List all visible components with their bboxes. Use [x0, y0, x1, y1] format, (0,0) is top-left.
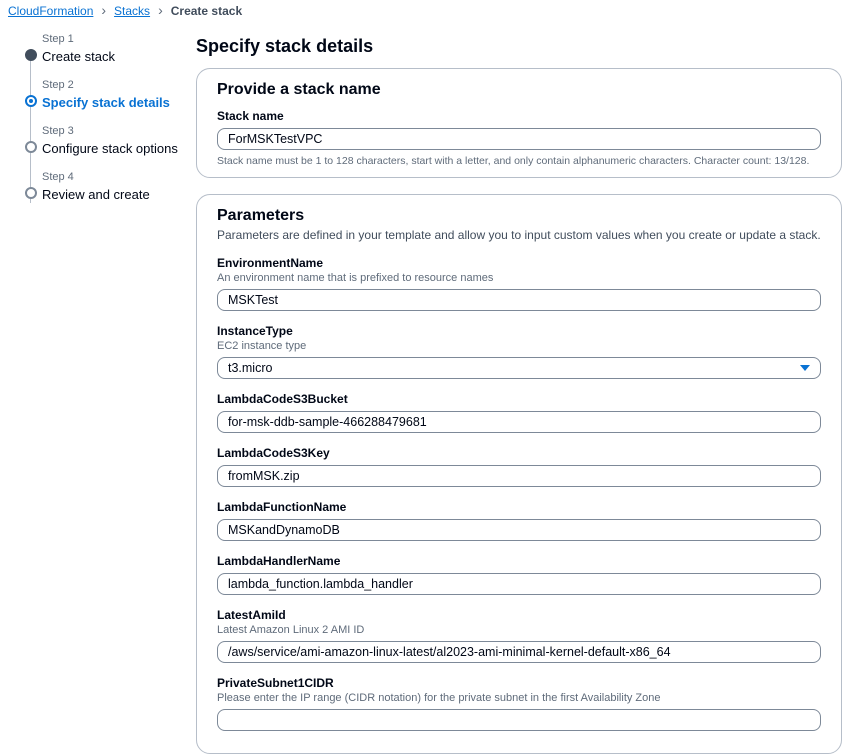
param-label: LatestAmiId: [217, 608, 286, 622]
step-completed-indicator-icon: [25, 49, 37, 61]
param-help-text: Please enter the IP range (CIDR notation) for the private subnet in the first Availability Zone: [217, 692, 661, 704]
stack-name-constraint-text: Stack name must be 1 to 128 characters, start with a letter, and only contain alphanumeric characters. Character count: 13/128.: [217, 155, 810, 167]
step-active-indicator-icon: [25, 95, 37, 107]
step-number: Step 2: [42, 79, 74, 91]
param-label: EnvironmentName: [217, 256, 324, 270]
param-select-value: t3.micro: [228, 361, 273, 375]
param-label: LambdaCodeS3Key: [217, 446, 330, 460]
param-field-lambdacodes3key: [217, 446, 821, 487]
breadcrumb: [8, 4, 242, 18]
param-field-environmentname: [217, 256, 821, 311]
step-number: Step 1: [42, 33, 74, 45]
param-input-privatesubnet1cidr[interactable]: [217, 709, 821, 731]
param-field-lambdacodes3bucket: [217, 392, 821, 433]
breadcrumb-link-cloudformation[interactable]: CloudFormation: [8, 4, 94, 18]
param-help-text: Latest Amazon Linux 2 AMI ID: [217, 624, 365, 636]
step-item-configure-stack-options: [25, 125, 190, 158]
param-help-text: EC2 instance type: [217, 340, 307, 352]
step-number: Step 4: [42, 171, 74, 183]
param-label: PrivateSubnet1CIDR: [217, 676, 334, 690]
param-input-lambdacodes3key[interactable]: [217, 465, 821, 487]
step-item-create-stack: [25, 33, 190, 66]
breadcrumb-separator-icon: ›: [101, 2, 107, 18]
param-input-environmentname[interactable]: [217, 289, 821, 311]
breadcrumb-current-page: Create stack: [170, 4, 243, 18]
param-label: LambdaHandlerName: [217, 554, 341, 568]
chevron-down-icon: [800, 365, 810, 371]
step-upcoming-indicator-icon: [25, 141, 37, 153]
step-item-specify-stack-details: [25, 79, 190, 112]
param-field-lambdafunctionname: [217, 500, 821, 541]
step-link-specify-stack-details[interactable]: Specify stack details: [42, 95, 170, 110]
param-input-lambdahandlername[interactable]: [217, 573, 821, 595]
stack-name-label: Stack name: [217, 109, 284, 123]
step-link-create-stack[interactable]: Create stack: [42, 49, 115, 64]
param-field-latestamiid: [217, 608, 821, 663]
step-item-review-and-create: [25, 171, 190, 204]
stack-name-input[interactable]: [217, 128, 821, 150]
step-upcoming-indicator-icon: [25, 187, 37, 199]
param-label: LambdaFunctionName: [217, 500, 347, 514]
param-help-text: An environment name that is prefixed to resource names: [217, 272, 494, 284]
breadcrumb-link-stacks[interactable]: Stacks: [114, 4, 151, 18]
param-label: InstanceType: [217, 324, 293, 338]
parameters-card-title: Parameters: [217, 207, 305, 224]
stack-name-card: [196, 68, 842, 178]
param-field-instancetype: [217, 324, 821, 379]
step-link-review-and-create[interactable]: Review and create: [42, 187, 150, 202]
breadcrumb-separator-icon: ›: [158, 2, 163, 18]
wizard-steps-nav: [25, 33, 190, 217]
param-input-lambdacodes3bucket[interactable]: [217, 411, 821, 433]
stack-name-card-title: Provide a stack name: [217, 81, 381, 98]
parameters-card: [196, 194, 842, 754]
step-link-configure-stack-options[interactable]: Configure stack options: [42, 141, 178, 156]
param-field-lambdahandlername: [217, 554, 821, 595]
param-field-privatesubnet1cidr: [217, 676, 821, 731]
param-select-instancetype[interactable]: [217, 357, 821, 379]
param-input-latestamiid[interactable]: [217, 641, 821, 663]
param-label: LambdaCodeS3Bucket: [217, 392, 348, 406]
parameters-card-description: Parameters are defined in your template and allow you to input custom values when you create or update a stack.: [217, 228, 821, 242]
param-input-lambdafunctionname[interactable]: [217, 519, 821, 541]
main-content: [196, 35, 842, 754]
step-number: Step 3: [42, 125, 74, 137]
page-title: Specify stack details: [196, 36, 374, 56]
